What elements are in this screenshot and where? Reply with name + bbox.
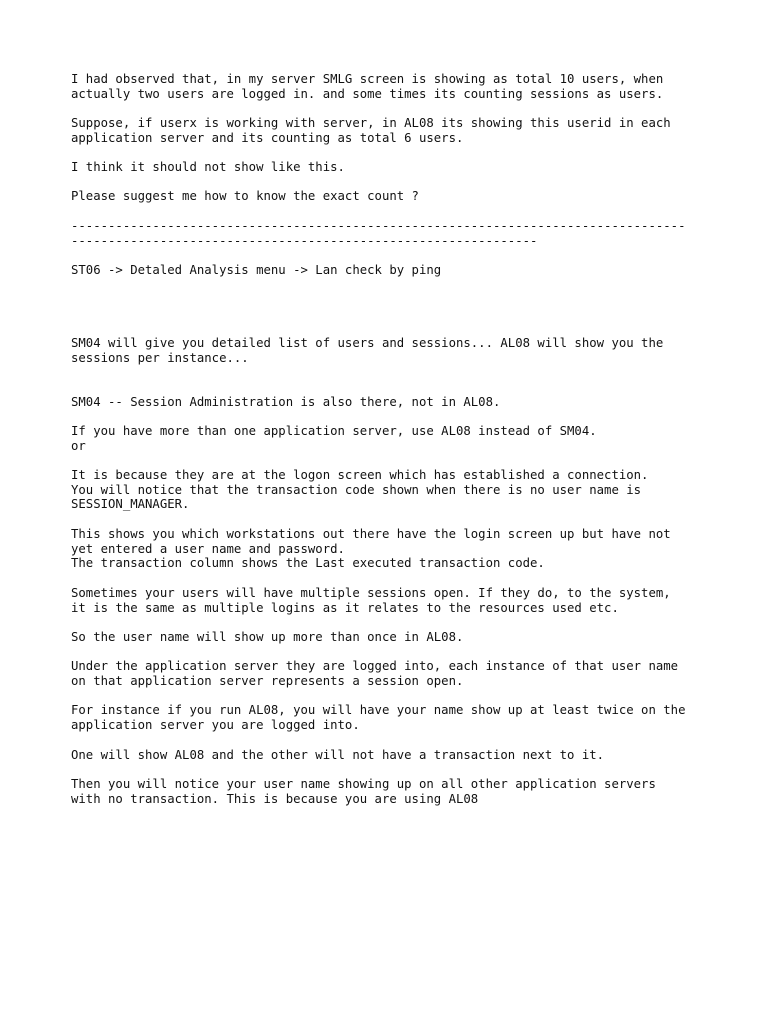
- paragraph-question: Please suggest me how to know the exact count ?: [71, 189, 419, 203]
- paragraph-multiple-sessions: Sometimes your users will have multiple sessions open. If they do, to the system, it is the same as multiple logins as it relates to the resources used etc.: [71, 586, 671, 615]
- paragraph-logon-screen: It is because they are at the logon screen which has established a connection. You will notice that the transaction code shown when there is no user name is SESSION_MANAGER.: [71, 468, 649, 512]
- paragraph-run-al08: For instance if you run AL08, you will have your name show up at least twice on the application server you are logged into.: [71, 703, 686, 732]
- separator-line: ----------------------------------------------------------------------------------- ---------------------------------------------------------------: [71, 219, 686, 248]
- paragraph-should-not-show: I think it should not show like this.: [71, 160, 345, 174]
- paragraph-st06-answer: ST06 -> Detaled Analysis menu -> Lan check by ping: [71, 263, 442, 277]
- paragraph-show-more-than-once: So the user name will show up more than once in AL08.: [71, 630, 464, 644]
- paragraph-workstations: This shows you which workstations out there have the login screen up but have not yet entered a user name and password. The transaction column shows the Last executed transaction code.: [71, 527, 671, 571]
- paragraph-one-will-show: One will show AL08 and the other will not have a transaction next to it.: [71, 748, 605, 762]
- paragraph-session-administration: SM04 -- Session Administration is also there, not in AL08.: [71, 395, 501, 409]
- paragraph-observation: I had observed that, in my server SMLG screen is showing as total 10 users, when actually two users are logged in. and some times its counting sessions as users.: [71, 72, 664, 101]
- paragraph-other-servers: Then you will notice your user name showing up on all other application servers with no transaction. This is because you are using AL08: [71, 777, 656, 806]
- paragraph-userx-example: Suppose, if userx is working with server, in AL08 its showing this userid in each application server and its counting as total 6 users.: [71, 116, 671, 145]
- paragraph-instance-session: Under the application server they are logged into, each instance of that user name on that application server represents a session open.: [71, 659, 679, 688]
- paragraph-sm04-answer: SM04 will give you detailed list of users and sessions... AL08 will show you the sessions per instance...: [71, 336, 664, 365]
- paragraph-multiple-servers: If you have more than one application server, use AL08 instead of SM04. or: [71, 424, 597, 453]
